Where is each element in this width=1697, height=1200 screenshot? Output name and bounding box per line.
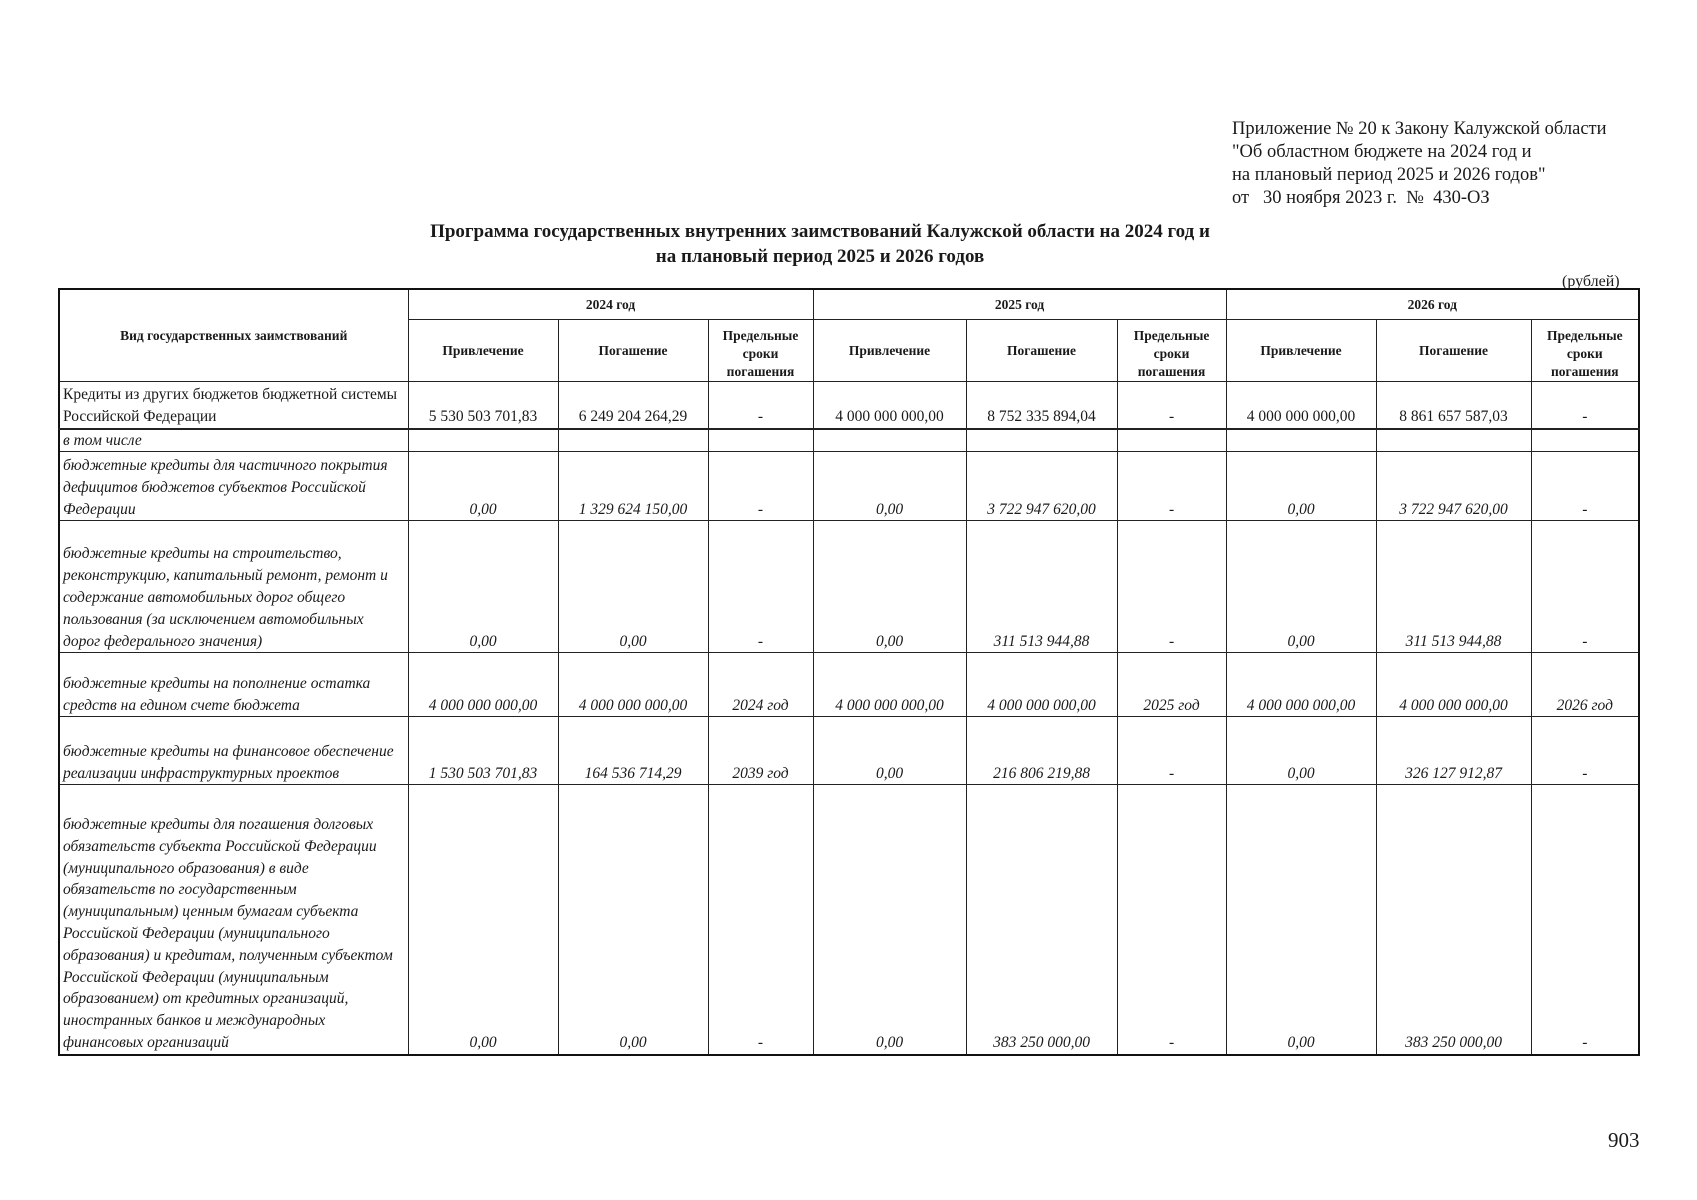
row-label: бюджетные кредиты на финансовое обеспечение реализации инфраструктурных проектов	[59, 717, 408, 785]
amount-cell: 0,00	[558, 521, 708, 653]
amount-cell: 311 513 944,88	[966, 521, 1117, 653]
amount-cell: 4 000 000 000,00	[966, 653, 1117, 717]
amount-cell: 0,00	[1226, 521, 1376, 653]
annex-reference	[1232, 118, 1607, 210]
attraction-header: Привлечение	[408, 320, 558, 382]
amount-cell: 0,00	[408, 521, 558, 653]
term-cell	[1531, 429, 1639, 452]
row-label: бюджетные кредиты для погашения долговых обязательств субъекта Российской Федерации (муниципального образования) в виде обязательств по государственным (муниципальным) ценным бумагам субъекта Российской Федерации (муниципального образования) и кредитам, полученным субъектом Российской Федерации (муниципальным образованием) от кредитных организаций, иностранных банков и международных финансовых организаций	[59, 785, 408, 1055]
amount-cell: 4 000 000 000,00	[408, 653, 558, 717]
amount-cell: 0,00	[1226, 785, 1376, 1055]
row-label: бюджетные кредиты на строительство, реконструкцию, капитальный ремонт, ремонт и содержание автомобильных дорог общего пользования (за исключением автомобильных дорог федерального значения)	[59, 521, 408, 653]
amount-cell: 0,00	[1226, 452, 1376, 521]
annex-line: от 30 ноября 2023 г. № 430-ОЗ	[1232, 188, 1490, 208]
amount-cell: 5 530 503 701,83	[408, 382, 558, 429]
amount-cell: 0,00	[813, 717, 966, 785]
amount-cell: 6 249 204 264,29	[558, 382, 708, 429]
term-header: Предельные сроки погашения	[708, 320, 813, 382]
table-row	[59, 785, 1639, 1055]
year-header-2024: 2024 год	[408, 289, 813, 320]
table-row	[59, 429, 1639, 452]
document-title	[380, 219, 1260, 269]
term-cell: 2024 год	[708, 653, 813, 717]
term-cell: -	[1531, 452, 1639, 521]
amount-cell: 383 250 000,00	[966, 785, 1117, 1055]
title-line: на плановый период 2025 и 2026 годов	[655, 246, 985, 267]
row-label: бюджетные кредиты на пополнение остатка средств на едином счете бюджета	[59, 653, 408, 717]
term-cell: -	[708, 521, 813, 653]
amount-cell: 0,00	[558, 785, 708, 1055]
term-cell: -	[1117, 785, 1226, 1055]
amount-cell	[558, 429, 708, 452]
term-header: Предельные сроки погашения	[1117, 320, 1226, 382]
row-label: Кредиты из других бюджетов бюджетной системы Российской Федерации	[59, 382, 408, 429]
amount-cell: 8 861 657 587,03	[1376, 382, 1531, 429]
term-header: Предельные сроки погашения	[1531, 320, 1639, 382]
term-cell: -	[708, 452, 813, 521]
term-cell: -	[1531, 785, 1639, 1055]
amount-cell: 3 722 947 620,00	[1376, 452, 1531, 521]
amount-cell: 0,00	[813, 521, 966, 653]
term-cell	[708, 429, 813, 452]
attraction-header: Привлечение	[813, 320, 966, 382]
term-cell: -	[1117, 452, 1226, 521]
amount-cell: 0,00	[813, 785, 966, 1055]
amount-cell: 383 250 000,00	[1376, 785, 1531, 1055]
table-row	[59, 717, 1639, 785]
table-row	[59, 382, 1639, 429]
term-cell: -	[708, 785, 813, 1055]
amount-cell: 4 000 000 000,00	[813, 382, 966, 429]
row-label: бюджетные кредиты для частичного покрытия дефицитов бюджетов субъектов Российской Федерации	[59, 452, 408, 521]
term-cell: -	[708, 382, 813, 429]
amount-cell	[408, 429, 558, 452]
attraction-header: Привлечение	[1226, 320, 1376, 382]
annex-line: "Об областном бюджете на 2024 год и	[1232, 142, 1532, 162]
amount-cell: 4 000 000 000,00	[813, 653, 966, 717]
amount-cell: 4 000 000 000,00	[558, 653, 708, 717]
term-cell: 2025 год	[1117, 653, 1226, 717]
year-header-2026: 2026 год	[1226, 289, 1639, 320]
term-cell	[1117, 429, 1226, 452]
year-header-2025: 2025 год	[813, 289, 1226, 320]
amount-cell: 0,00	[408, 452, 558, 521]
row-label: в том числе	[59, 429, 408, 452]
page-number: 903	[1608, 1128, 1640, 1152]
repayment-header: Погашение	[1376, 320, 1531, 382]
table-row	[59, 521, 1639, 653]
amount-cell	[1376, 429, 1531, 452]
term-cell: -	[1531, 717, 1639, 785]
units-label: (рублей)	[1562, 273, 1620, 290]
term-cell: 2039 год	[708, 717, 813, 785]
kind-column-header: Вид государственных заимствований	[59, 289, 408, 382]
amount-cell: 0,00	[408, 785, 558, 1055]
amount-cell: 8 752 335 894,04	[966, 382, 1117, 429]
amount-cell: 4 000 000 000,00	[1376, 653, 1531, 717]
amount-cell: 3 722 947 620,00	[966, 452, 1117, 521]
term-cell: -	[1531, 521, 1639, 653]
term-cell: -	[1117, 521, 1226, 653]
amount-cell	[966, 429, 1117, 452]
title-line: Программа государственных внутренних заимствований Калужской области на 2024 год и	[430, 221, 1210, 242]
annex-line: Приложение № 20 к Закону Калужской области	[1232, 119, 1607, 139]
table-row	[59, 653, 1639, 717]
amount-cell: 4 000 000 000,00	[1226, 653, 1376, 717]
repayment-header: Погашение	[966, 320, 1117, 382]
term-cell: -	[1117, 382, 1226, 429]
amount-cell: 1 329 624 150,00	[558, 452, 708, 521]
amount-cell: 326 127 912,87	[1376, 717, 1531, 785]
amount-cell: 0,00	[1226, 717, 1376, 785]
term-cell: -	[1117, 717, 1226, 785]
amount-cell: 1 530 503 701,83	[408, 717, 558, 785]
annex-line: на плановый период 2025 и 2026 годов"	[1232, 165, 1546, 185]
term-cell: -	[1531, 382, 1639, 429]
amount-cell	[813, 429, 966, 452]
table-row	[59, 452, 1639, 521]
borrowing-program-table	[58, 288, 1640, 1056]
amount-cell	[1226, 429, 1376, 452]
amount-cell: 216 806 219,88	[966, 717, 1117, 785]
amount-cell: 311 513 944,88	[1376, 521, 1531, 653]
amount-cell: 4 000 000 000,00	[1226, 382, 1376, 429]
term-cell: 2026 год	[1531, 653, 1639, 717]
amount-cell: 164 536 714,29	[558, 717, 708, 785]
amount-cell: 0,00	[813, 452, 966, 521]
repayment-header: Погашение	[558, 320, 708, 382]
